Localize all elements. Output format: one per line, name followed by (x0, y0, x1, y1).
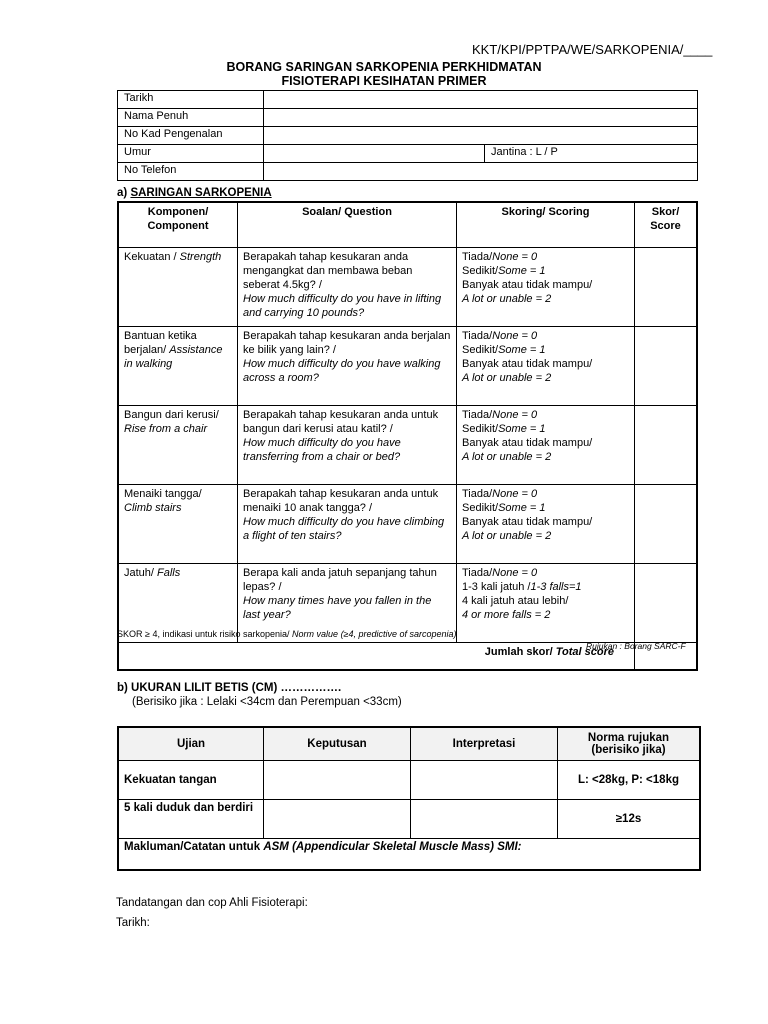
scoring-option-1-en: 1-3 falls=1 (530, 581, 582, 593)
total-ms: Jumlah skor/ (484, 646, 553, 658)
scoring-option-2: 4 kali jatuh atau lebih/ (462, 595, 569, 607)
screening-row (118, 327, 697, 406)
date-label: Tarikh: (116, 917, 150, 929)
header-keputusan: Keputusan (264, 727, 411, 761)
tarikh-field[interactable] (264, 91, 698, 109)
section-b-title: b) UKURAN LILIT BETIS (CM) ……………. (117, 682, 342, 694)
component-en: Assistance in walking (124, 344, 223, 370)
header-norma: Norma rujukan (berisiko jika) (558, 727, 701, 761)
hand-grip-norm: L: <28kg, P: <18kg (558, 761, 701, 800)
component-ms: Jatuh/ (124, 567, 154, 579)
question-cell (238, 327, 457, 406)
screening-row (118, 248, 697, 327)
question-cell (238, 248, 457, 327)
score-input-cell[interactable] (635, 564, 698, 643)
form-title-line1: BORANG SARINGAN SARKOPENIA PERKHIDMATAN (226, 60, 542, 74)
scoring-cell (457, 327, 635, 406)
header-component: Komponen/ Component (118, 202, 238, 248)
scoring-option-2-en: A lot or unable = 2 (462, 451, 552, 463)
component-cell (118, 406, 238, 485)
question-en: How much difficulty do you have in lifting and carrying 10 pounds? (243, 293, 442, 319)
component-ms: Menaiki tangga/ (124, 488, 202, 500)
scoring-option-1: Sedikit/ (462, 344, 499, 356)
scoring-option-2: Banyak atau tidak mampu/ (462, 437, 593, 449)
question-ms: Berapakah tahap kesukaran anda untuk menaiki 10 anak tangga? / (243, 488, 439, 514)
form-title-line2: FISIOTERAPI KESIHATAN PRIMER (281, 74, 487, 88)
scoring-option-1-en: Some = 1 (498, 344, 546, 356)
norm-value-note (117, 629, 457, 639)
kad-label: No Kad Pengenalan (118, 127, 264, 145)
scoring-option-1: Sedikit/ (462, 265, 499, 277)
scoring-option-1: 1-3 kali jatuh / (462, 581, 531, 593)
telefon-label: No Telefon (118, 163, 264, 181)
question-en: How much difficulty do you have transferring from a chair or bed? (243, 437, 401, 463)
asm-notes-label: Makluman/Catatan untuk (124, 841, 261, 853)
scoring-option-2-en: 4 or more falls = 2 (462, 609, 551, 621)
norm-note-en: Norm value (≥4, predictive of sarcopenia) (292, 629, 457, 639)
screening-row (118, 406, 697, 485)
question-ms: Berapakah tahap kesukaran anda mengangkat dan membawa beban seberat 4.5kg? / (243, 251, 413, 291)
score-input-cell[interactable] (635, 485, 698, 564)
tarikh-label: Tarikh (118, 91, 264, 109)
scoring-option-0: Tiada/ (462, 330, 493, 342)
component-en: Falls (157, 567, 181, 579)
scoring-cell (457, 406, 635, 485)
scoring-option-0: Tiada/ (462, 567, 493, 579)
component-ms: Kekuatan / (124, 251, 177, 263)
scoring-option-2: Banyak atau tidak mampu/ (462, 516, 593, 528)
scoring-cell (457, 485, 635, 564)
scoring-option-2-en: A lot or unable = 2 (462, 372, 552, 384)
question-cell (238, 485, 457, 564)
sit-to-stand-interpretation[interactable] (411, 800, 558, 839)
scoring-option-2-en: A lot or unable = 2 (462, 293, 552, 305)
header-interpretasi: Interpretasi (411, 727, 558, 761)
scoring-cell (457, 248, 635, 327)
question-en: How much difficulty do you have climbing a flight of ten stairs? (243, 516, 445, 542)
total-score-label (118, 643, 635, 671)
question-ms: Berapakah tahap kesukaran anda untuk bangun dari kerusi atau katil? / (243, 409, 439, 435)
jantina-field[interactable]: Jantina : L / P (485, 145, 698, 163)
nama-field[interactable] (264, 109, 698, 127)
component-ms: Bangun dari kerusi/ (124, 409, 219, 421)
kad-field[interactable] (264, 127, 698, 145)
score-input-cell[interactable] (635, 327, 698, 406)
patient-info-table (117, 90, 698, 181)
header-ujian: Ujian (118, 727, 264, 761)
scoring-option-0-en: None = 0 (492, 330, 538, 342)
scoring-option-0-en: None = 0 (492, 409, 538, 421)
scoring-option-2-en: A lot or unable = 2 (462, 530, 552, 542)
question-en: How much difficulty do you have walking across a room? (243, 358, 441, 384)
question-ms: Berapakah tahap kesukaran anda berjalan ke bilik yang lain? / (243, 330, 451, 356)
scoring-option-1-en: Some = 1 (498, 502, 546, 514)
hand-grip-interpretation[interactable] (411, 761, 558, 800)
scoring-option-0: Tiada/ (462, 251, 493, 263)
scoring-option-1-en: Some = 1 (498, 265, 546, 277)
component-cell (118, 248, 238, 327)
component-cell (118, 485, 238, 564)
scoring-option-0: Tiada/ (462, 409, 493, 421)
sarcf-reference: Rujukan : Borang SARC-F (586, 641, 686, 651)
form-reference-code: KKT/KPI/PPTPA/WE/SARKOPENIA/____ (472, 42, 713, 57)
component-cell (118, 327, 238, 406)
physical-test-table (117, 726, 701, 871)
scoring-option-0: Tiada/ (462, 488, 493, 500)
sit-to-stand-norm: ≥12s (558, 800, 701, 839)
calf-risk-note: (Berisiko jika : Lelaki <34cm dan Perempuan <33cm) (132, 696, 402, 708)
umur-field[interactable] (264, 145, 485, 163)
norm-note-ms: SKOR ≥ 4, indikasi untuk risiko sarkopenia/ (117, 629, 290, 639)
question-en: How many times have you fallen in the last year? (243, 595, 432, 621)
component-en: Climb stairs (124, 502, 182, 514)
question-ms: Berapa kali anda jatuh sepanjang tahun lepas? / (243, 567, 437, 593)
section-a-title: SARINGAN SARKOPENIA (130, 187, 272, 199)
scoring-cell (457, 564, 635, 643)
umur-label: Umur (118, 145, 264, 163)
scoring-option-1-en: Some = 1 (498, 423, 546, 435)
asm-notes-label-italic: ASM (Appendicular Skeletal Muscle Mass) SMI: (263, 841, 522, 853)
sit-to-stand-result[interactable] (264, 800, 411, 839)
screening-row (118, 485, 697, 564)
component-ms: Bantuan ketika berjalan/ (124, 330, 197, 356)
header-score: Skor/ Score (635, 202, 698, 248)
scoring-option-2: Banyak atau tidak mampu/ (462, 358, 593, 370)
scoring-option-2: Banyak atau tidak mampu/ (462, 279, 593, 291)
nama-label: Nama Penuh (118, 109, 264, 127)
scoring-option-0-en: None = 0 (492, 488, 538, 500)
sarcopenia-screening-table (117, 201, 698, 671)
scoring-option-1: Sedikit/ (462, 502, 499, 514)
component-en: Rise from a chair (124, 423, 208, 435)
total-en: Total score (555, 646, 614, 658)
asm-notes-field[interactable] (118, 839, 700, 871)
scoring-option-0-en: None = 0 (492, 251, 538, 263)
component-en: Strength (179, 251, 222, 263)
test-hand-grip: Kekuatan tangan (118, 761, 264, 800)
test-sit-to-stand: 5 kali duduk dan berdiri (118, 800, 264, 839)
score-input-cell[interactable] (635, 248, 698, 327)
question-cell (238, 406, 457, 485)
hand-grip-result[interactable] (264, 761, 411, 800)
score-input-cell[interactable] (635, 406, 698, 485)
section-a-heading (117, 187, 272, 199)
header-scoring: Skoring/ Scoring (457, 202, 635, 248)
telefon-field[interactable] (264, 163, 698, 181)
signature-label: Tandatangan dan cop Ahli Fisioterapi: (116, 897, 308, 909)
header-question: Soalan/ Question (238, 202, 457, 248)
scoring-option-1: Sedikit/ (462, 423, 499, 435)
scoring-option-0-en: None = 0 (492, 567, 538, 579)
section-a-letter: a) (117, 187, 128, 199)
